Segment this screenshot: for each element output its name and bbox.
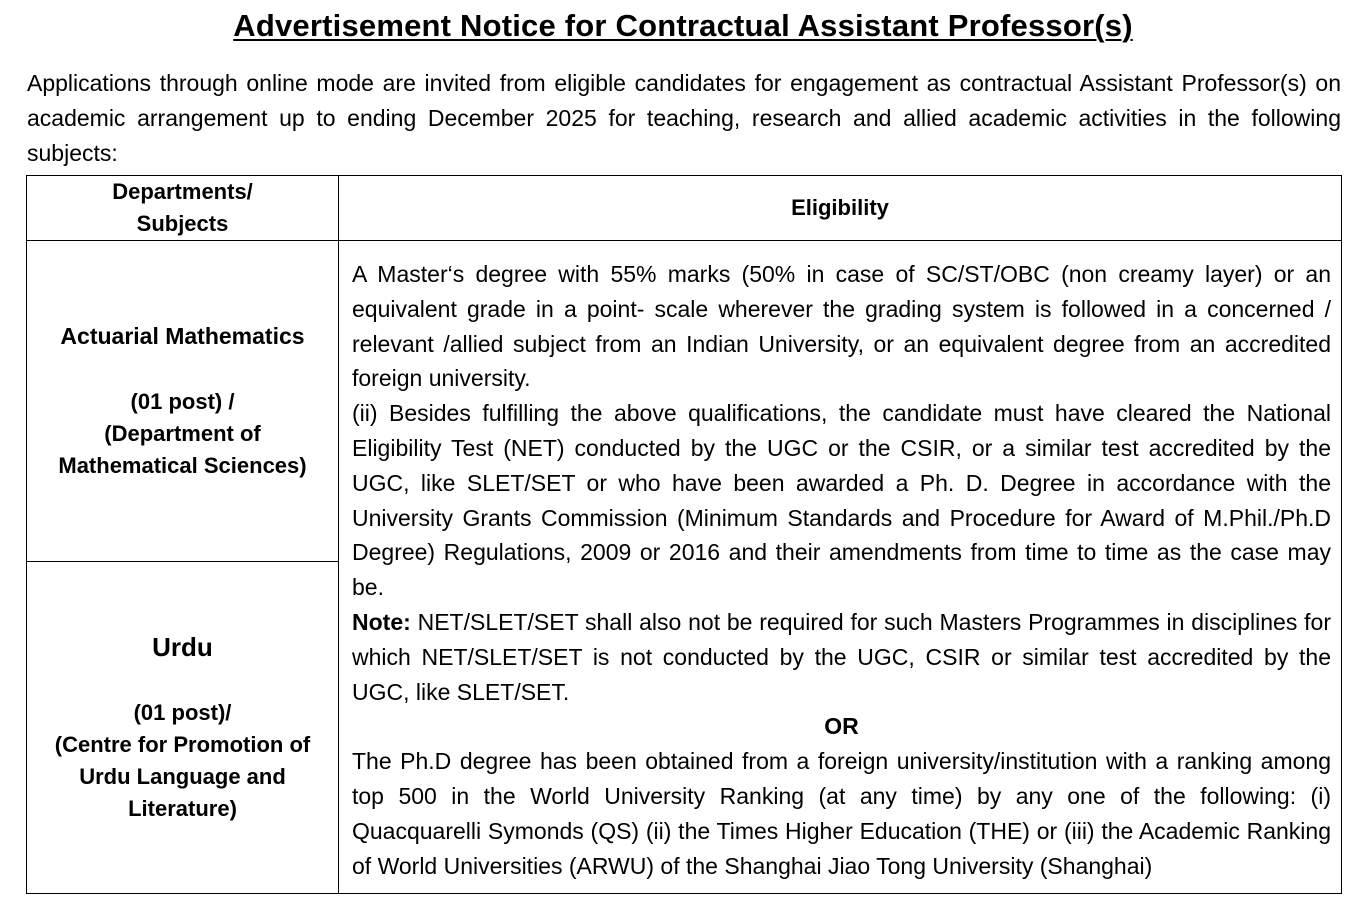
post-count: (01 post) /: [130, 389, 235, 414]
department-line: Mathematical Sciences): [58, 453, 307, 478]
spacer: [27, 352, 338, 386]
department-line: Literature): [128, 795, 237, 821]
eligibility-table: [26, 175, 1342, 894]
eligibility-note: [352, 605, 1331, 709]
note-label: Note:: [352, 608, 411, 635]
intro-paragraph: Applications through online mode are invited from eligible candidates for engagement as contractual Assistant Professor(s) on academic arrangement up to ending December 2025 for teaching, research and allied academic activities in the following subjects:: [27, 70, 1341, 166]
table-header-row: [27, 176, 1342, 241]
header-eligibility: Eligibility: [339, 176, 1342, 241]
dept-cell-actuarial: [27, 241, 339, 562]
department-line: Urdu Language and: [79, 763, 286, 789]
subject-name: Urdu: [152, 631, 213, 662]
note-text: NET/SLET/SET shall also not be required for such Masters Programmes in disciplines for which NET/SLET/SET is not conducted by the UGC, CSIR or similar test accredited by the UGC, like SLET/SET.: [352, 608, 1331, 705]
eligibility-para-3: The Ph.D degree has been obtained from a foreign university/institution with a ranking among top 500 in the World University Ranking (at any time) by any one of the following: (i) Quacquarelli Symonds (QS) (ii) the Times Higher Education (THE) or (iii) the Academic Ranking of World Universities (ARWU) of the Shanghai Jiao Tong University (Shanghai): [352, 748, 1331, 879]
department-line: (Centre for Promotion of: [54, 731, 311, 757]
eligibility-para-2: (ii) Besides fulfilling the above qualifications, the candidate must have cleared the National Eligibility Test (NET) conducted by the UGC or the CSIR, or a similar test accredited by the UGC, like SLET/SET or who have been awarded a Ph. D. Degree in accordance with the University Grants Commission (Minimum Standards and Procedure for Award of M.Phil./Ph.D Degree) Regulations, 2009 or 2016 and their amendments from time to time as the case may be.: [352, 400, 1331, 601]
post-count: (01 post)/: [133, 699, 232, 725]
eligibility-cell: [339, 241, 1342, 894]
header-departments-line2: Subjects: [136, 211, 229, 236]
notice-title-text: Advertisement Notice for Contractual Assistant Professor(s): [233, 8, 1133, 43]
eligibility-para-1: A Master‘s degree with 55% marks (50% in case of SC/ST/OBC (non creamy layer) or an equivalent grade in a point- scale wherever the grading system is followed in a concerned / relevant /allied subject from an Indian University, or an equivalent degree from an accredited foreign university.: [352, 261, 1331, 392]
header-departments-line1: Departments/: [112, 179, 253, 204]
subject-name: Actuarial Mathematics: [60, 323, 305, 349]
page-title: [0, 8, 1366, 44]
department-line: (Department of: [104, 421, 261, 446]
or-separator: OR: [824, 713, 859, 740]
header-departments: [27, 176, 339, 241]
spacer: [27, 663, 338, 697]
table-row-actuarial: [27, 241, 1342, 562]
dept-cell-urdu: [27, 562, 339, 894]
